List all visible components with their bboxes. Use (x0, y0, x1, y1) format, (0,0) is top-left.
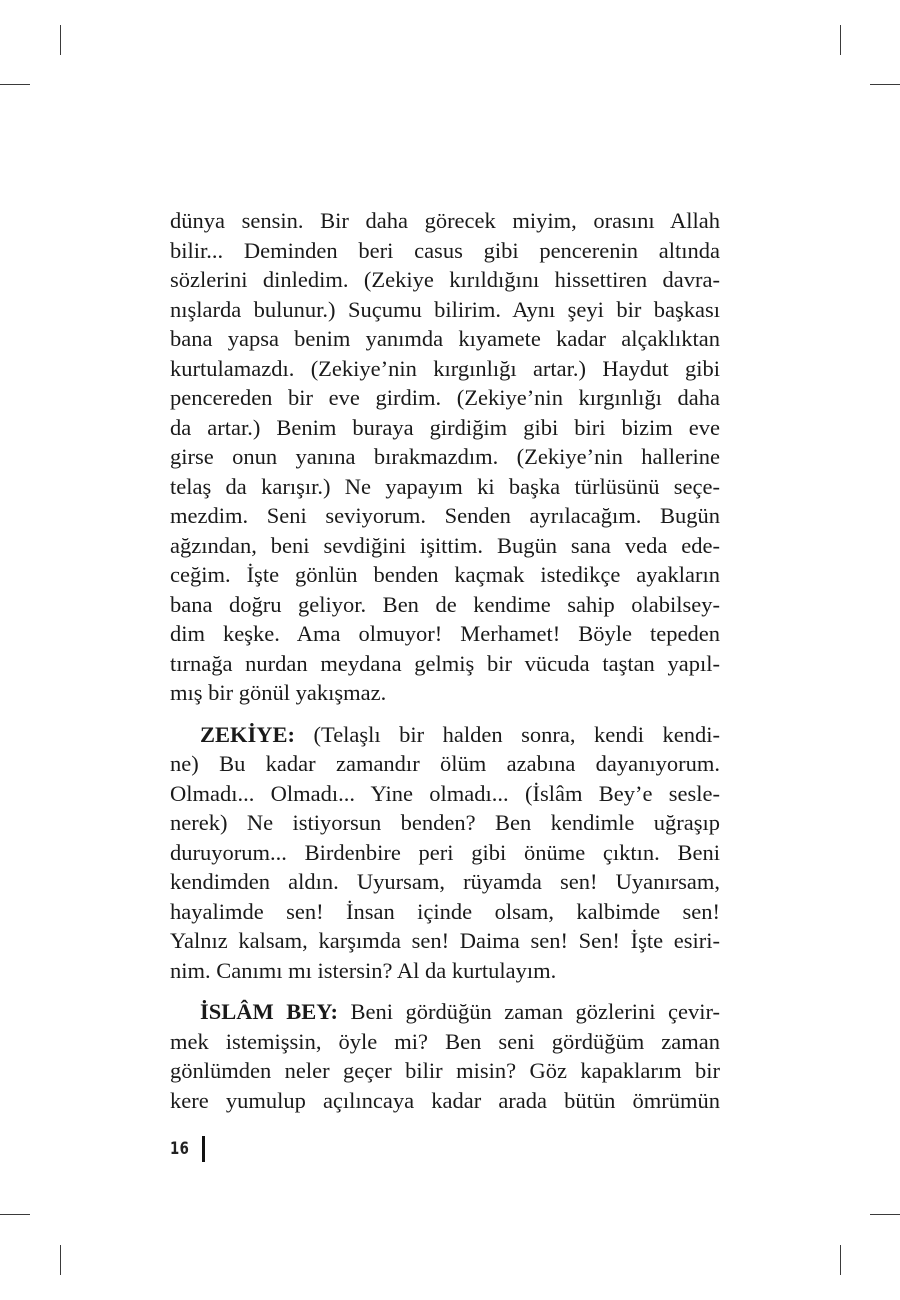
text-line: Yalnız kalsam, karşımda sen! Daima sen! Sen! İşte esiri- (170, 928, 720, 953)
text-line: bana doğru geliyor. Ben de kendime sahip olabilsey- (170, 591, 720, 617)
paragraph-3 (170, 997, 720, 1115)
text-line: ağzından, beni sevdiğini işittim. Bugün sana veda ede- (170, 532, 720, 558)
text-line: nışlarda bulunur.) Suçumu bilirim. Aynı şeyi bir başkası (170, 296, 720, 322)
text-line: mış bir gönül yakışmaz. (170, 680, 387, 705)
text-line: mezdim. Seni seviyorum. Senden ayrılacağım. Bugün (170, 503, 720, 528)
paragraph-2-lines (170, 749, 720, 985)
crop-mark-bottom-left-h (0, 1214, 30, 1215)
text-line: tırnağa nurdan meydana gelmiş bir vücuda taştan yapıl- (170, 650, 720, 676)
page-folio (170, 1136, 205, 1162)
text-line: kendimden aldın. Uyursam, rüyamda sen! Uyanırsam, (170, 869, 720, 894)
text-line: sözlerini dinledim. (Zekiye kırıldığını hissettiren davra- (170, 267, 720, 292)
text-line: da artar.) Benim buraya girdiğim gibi biri bizim eve (170, 414, 720, 440)
paragraph-3-first-line-text: Beni gördüğün zaman gözlerini çevir- (337, 999, 721, 1024)
text-line: girse onun yanına bırakmazdım. (Zekiye’nin hallerine (170, 444, 720, 469)
speaker-zekiye: ZEKİYE: (200, 721, 296, 747)
text-line: gönlümden neler geçer bilir misin? Göz kapaklarım bir (170, 1058, 720, 1083)
text-line: dünya sensin. Bir daha görecek miyim, orasını Allah (170, 208, 720, 233)
text-line: dim keşke. Ama olmuyor! Merhamet! Böyle tepeden (170, 621, 720, 646)
speaker-islam-bey: İSLÂM BEY: (200, 999, 338, 1024)
text-line: nerek) Ne istiyorsun benden? Ben kendimle uğraşıp (170, 810, 720, 835)
paragraph-3-first-line (170, 997, 720, 1027)
crop-mark-top-right-h (870, 84, 900, 85)
text-line: ne) Bu kadar zamandır ölüm azabına dayanıyorum. (170, 751, 720, 776)
text-line: mek istemişsin, öyle mi? Ben seni gördüğüm zaman (170, 1028, 720, 1054)
text-line: Olmadı... Olmadı... Yine olmadı... (İslâm Bey’e sesle- (170, 780, 720, 806)
crop-mark-bottom-left (60, 1245, 61, 1275)
paragraph-gap (170, 708, 720, 720)
text-line: kere yumulup açılıncaya kadar arada bütün ömrümün (170, 1087, 720, 1113)
crop-mark-top-right (840, 25, 841, 55)
folio-rule (202, 1136, 205, 1162)
text-line: hayalimde sen! İnsan içinde olsam, kalbimde sen! (170, 898, 720, 924)
paragraph-1 (170, 206, 720, 708)
paragraph-gap (170, 985, 720, 997)
crop-mark-bottom-right-h (870, 1214, 900, 1215)
text-line: telaş da karışır.) Ne yapayım ki başka türlüsünü seçe- (170, 473, 720, 499)
crop-mark-top-left-h (0, 84, 30, 85)
page-number: 16 (170, 1139, 190, 1159)
paragraph-2-first-line-text: (Telaşlı bir halden sonra, kendi kendi- (295, 721, 720, 747)
text-line: nim. Canımı mı istersin? Al da kurtulayım. (170, 957, 557, 983)
paragraph-3-lines (170, 1027, 720, 1116)
body-text (170, 206, 720, 1115)
text-line: kurtulamazdı. (Zekiye’nin kırgınlığı artar.) Haydut gibi (170, 355, 720, 381)
text-line: ceğim. İşte gönlün benden kaçmak istedikçe ayakların (170, 562, 720, 587)
text-line: duruyorum... Birdenbire peri gibi önüme çıktın. Beni (170, 839, 720, 865)
text-line: pencereden bir eve girdim. (Zekiye’nin kırgınlığı daha (170, 385, 720, 410)
crop-mark-bottom-right (840, 1245, 841, 1275)
paragraph-2 (170, 720, 720, 986)
paragraph-2-first-line (170, 720, 720, 750)
text-line: bilir... Deminden beri casus gibi pencerenin altında (170, 237, 720, 263)
text-line: bana yapsa benim yanımda kıyamete kadar alçaklıktan (170, 326, 720, 351)
crop-mark-top-left (60, 25, 61, 55)
